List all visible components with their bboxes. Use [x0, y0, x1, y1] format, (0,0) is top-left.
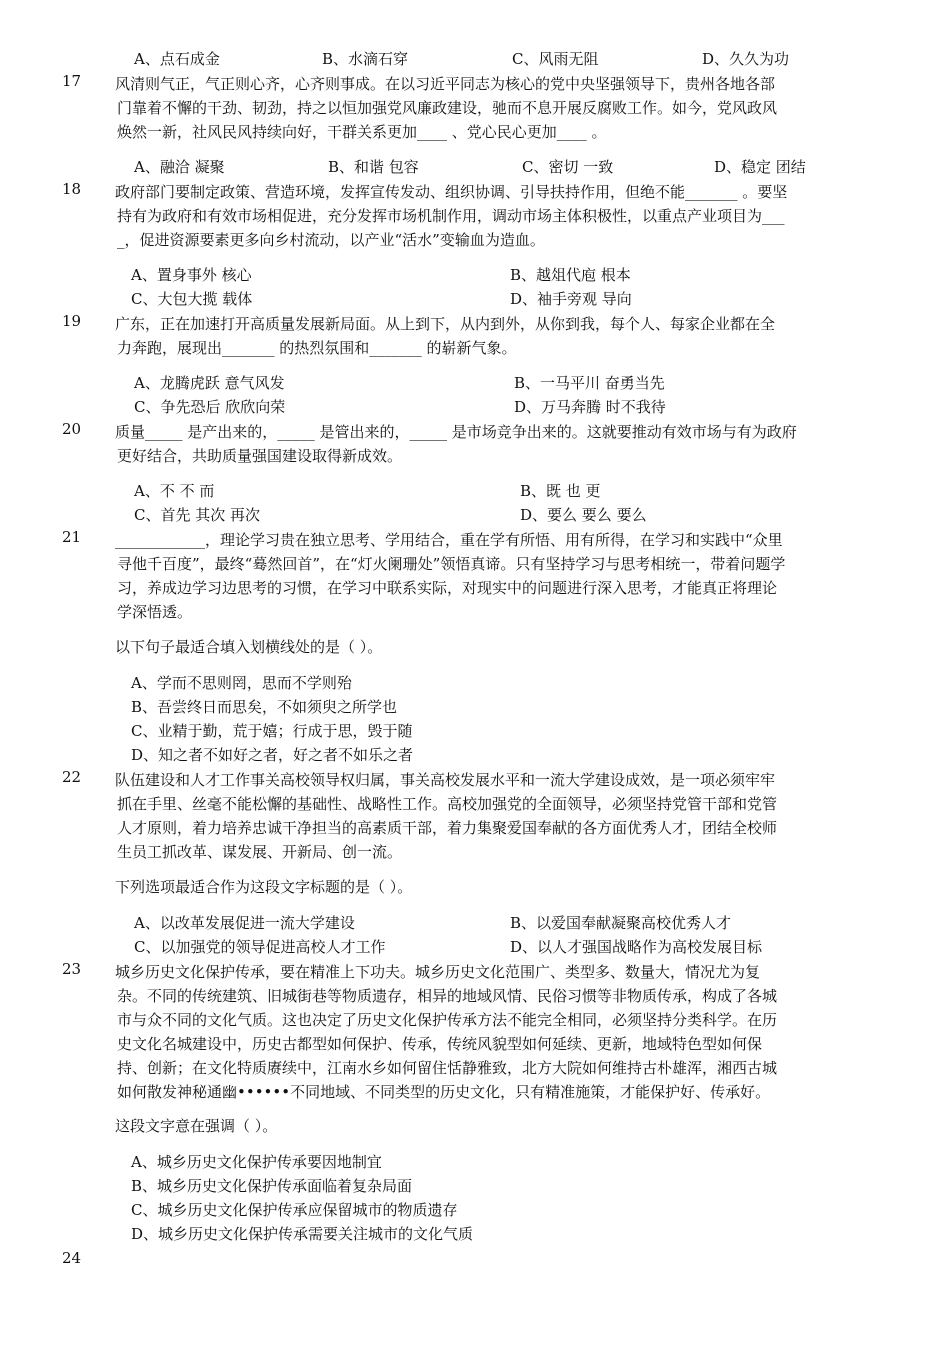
option[interactable]: A、城乡历史文化保护传承要因地制宜 — [131, 1153, 382, 1171]
q16-options — [0, 48, 950, 72]
question-prompt: 这段文字意在强调（ ）。 — [115, 1117, 278, 1135]
stem-line: ____________，理论学习贵在独立思考、学用结合，重在学有所悟、用有所得，在学习和实践中“众里 — [115, 531, 783, 549]
stem-line: 如何散发神秘通幽••••••不同地域、不同类型的历史文化，只有精准施策，才能保护好、传承好。 — [117, 1083, 771, 1101]
question-number: 20 — [62, 420, 82, 438]
option[interactable]: D、万马奔腾 时不我待 — [514, 398, 666, 416]
stem-line: 焕然一新，社风民风持续向好，干群关系更加____ 、党心民心更加____ 。 — [117, 123, 607, 141]
option[interactable]: C、首先 其次 再次 — [134, 506, 261, 524]
option[interactable]: D、袖手旁观 导向 — [510, 290, 632, 308]
stem-line: 人才原则，着力培养忠诚干净担当的高素质干部，着力集聚爱国奉献的各方面优秀人才，团结全校师 — [117, 819, 778, 837]
question-prompt: 下列选项最适合作为这段文字标题的是（ ）。 — [115, 878, 413, 896]
stem-line: 政府部门要制定政策、营造环境，发挥宣传发动、组织协调、引导扶持作用，但绝不能_______ 。要坚 — [115, 183, 788, 201]
option[interactable]: A、点石成金 — [134, 50, 220, 68]
question-number: 23 — [62, 960, 82, 978]
option[interactable]: C、争先恐后 欣欣向荣 — [134, 398, 286, 416]
stem-line: 杂。不同的传统建筑、旧城街巷等物质遗存，相异的地域风情、民俗习惯等非物质传承，构成了各城 — [117, 987, 778, 1005]
stem-line: 学深悟透。 — [117, 603, 193, 621]
option[interactable]: C、业精于勤，荒于嬉；行成于思，毁于随 — [131, 722, 413, 740]
stem-line: 队伍建设和人才工作事关高校领导权归属，事关高校发展水平和一流大学建设成效，是一项必须牢牢 — [115, 771, 776, 789]
option[interactable]: D、以人才强国战略作为高校发展目标 — [510, 938, 763, 956]
option[interactable]: B、水滴石穿 — [322, 50, 409, 68]
option[interactable]: A、以改革发展促进一流大学建设 — [134, 914, 355, 932]
question-number: 18 — [62, 180, 82, 198]
option[interactable]: C、密切 一致 — [522, 158, 614, 176]
option[interactable]: D、城乡历史文化保护传承需要关注城市的文化气质 — [131, 1225, 474, 1243]
stem-line: 市与众不同的文化气质。这也决定了历史文化保护传承方法不能完全相同，必须坚持分类科学。在历 — [117, 1011, 778, 1029]
stem-line: 更好结合，共助质量强国建设取得新成效。 — [117, 447, 403, 465]
option[interactable]: D、稳定 团结 — [714, 158, 806, 176]
question-number: 21 — [62, 528, 82, 546]
stem-line: 质量_____ 是产出来的，_____ 是管出来的，_____ 是市场竞争出来的。这就要推动有效市场与有为政府 — [115, 423, 797, 441]
option[interactable]: C、以加强党的领导促进高校人才工作 — [134, 938, 386, 956]
option[interactable]: A、融洽 凝聚 — [134, 158, 225, 176]
stem-line: 力奔跑，展现出_______ 的热烈氛围和_______ 的崭新气象。 — [117, 339, 517, 357]
question-number: 24 — [62, 1249, 82, 1267]
option[interactable]: D、久久为功 — [702, 50, 790, 68]
stem-line: 门靠着不懈的干劲、韧劲，持之以恒加强党风廉政建设，驰而不息开展反腐败工作。如今，党风政风 — [117, 99, 778, 117]
option[interactable]: D、知之者不如好之者，好之者不如乐之者 — [131, 746, 414, 764]
stem-line: _，促进资源要素更多向乡村流动，以产业“活水”变输血为造血。 — [117, 231, 545, 249]
option[interactable]: B、以爱国奉献凝聚高校优秀人才 — [510, 914, 732, 932]
stem-line: 广东，正在加速打开高质量发展新局面。从上到下，从内到外，从你到我，每个人、每家企业都在全 — [115, 315, 776, 333]
option[interactable]: A、不 不 而 — [134, 482, 215, 500]
option[interactable]: B、一马平川 奋勇当先 — [514, 374, 665, 392]
stem-line: 持有为政府和有效市场相促进，充分发挥市场机制作用，调动市场主体积极性，以重点产业项目为___ — [117, 207, 785, 225]
option[interactable]: C、风雨无阻 — [512, 50, 599, 68]
stem-line: 持、创新；在文化特质赓续中，江南水乡如何留住恬静雅致，北方大院如何维持古朴雄浑，湘西古城 — [117, 1059, 778, 1077]
option[interactable]: A、龙腾虎跃 意气风发 — [134, 374, 285, 392]
question-prompt: 以下句子最适合填入划横线处的是（ ）。 — [115, 638, 383, 656]
question-number: 22 — [62, 768, 82, 786]
stem-line: 风清则气正，气正则心齐，心齐则事成。在以习近平同志为核心的党中央坚强领导下，贵州各地各部 — [115, 75, 776, 93]
stem-line: 生员工抓改革、谋发展、开新局、创一流。 — [117, 843, 403, 861]
option[interactable]: C、城乡历史文化保护传承应保留城市的物质遗存 — [131, 1201, 458, 1219]
question-number: 19 — [62, 312, 82, 330]
option[interactable]: B、既 也 更 — [520, 482, 601, 500]
option[interactable]: D、要么 要么 要么 — [520, 506, 647, 524]
question-number: 17 — [62, 72, 82, 90]
option[interactable]: A、学而不思则罔，思而不学则殆 — [131, 674, 352, 692]
stem-line: 寻他千百度”，最终“蓦然回首”，在“灯火阑珊处”领悟真谛。只有坚持学习与思考相统一，带着问题学 — [117, 555, 786, 573]
option[interactable]: B、和谐 包容 — [328, 158, 419, 176]
option[interactable]: B、越俎代庖 根本 — [510, 266, 631, 284]
option[interactable]: B、吾尝终日而思矣，不如须臾之所学也 — [131, 698, 398, 716]
option[interactable]: A、置身事外 核心 — [131, 266, 252, 284]
stem-line: 城乡历史文化保护传承，要在精准上下功夫。城乡历史文化范围广、类型多、数量大，情况尤为复 — [115, 963, 761, 981]
option[interactable]: C、大包大揽 载体 — [131, 290, 253, 308]
stem-line: 习，养成边学习边思考的习惯，在学习中联系实际，对现实中的问题进行深入思考，才能真正将理论 — [117, 579, 778, 597]
stem-line: 抓在手里、丝毫不能松懈的基础性、战略性工作。高校加强党的全面领导，必须坚持党管干部和党管 — [117, 795, 778, 813]
stem-line: 史文化名城建设中，历史古都型如何保护、传承，传统风貌型如何延续、更新，地域特色型如何保 — [117, 1035, 763, 1053]
option[interactable]: B、城乡历史文化保护传承面临着复杂局面 — [131, 1177, 413, 1195]
